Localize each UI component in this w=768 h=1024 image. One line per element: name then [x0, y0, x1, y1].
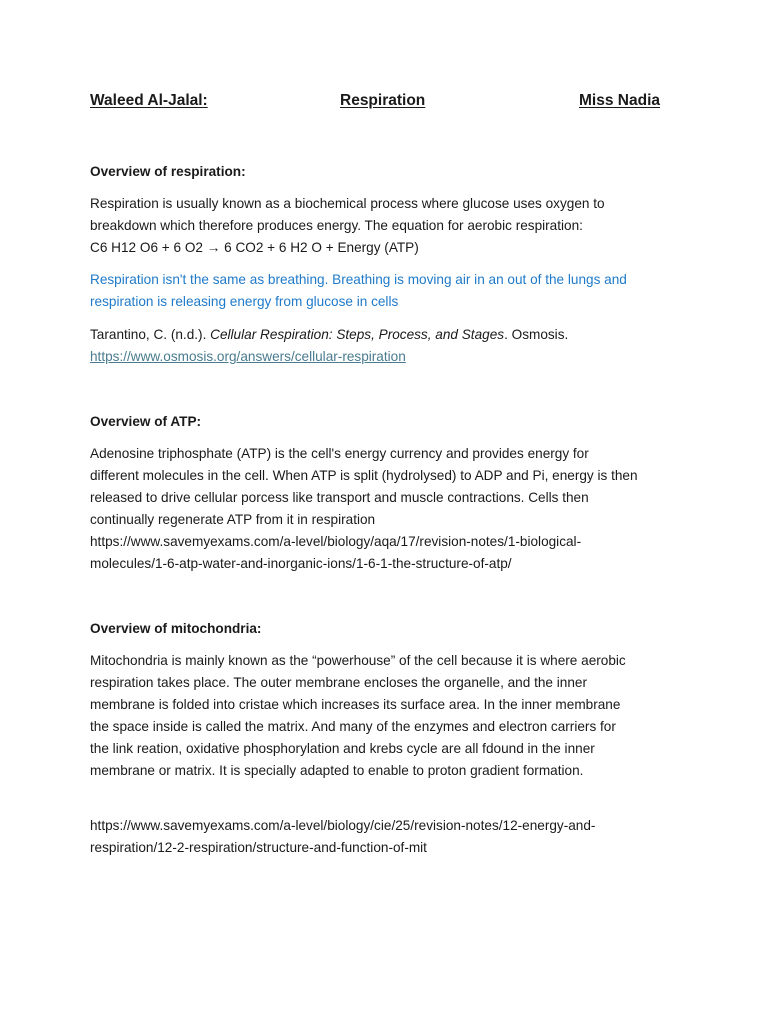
- reference-url-line: respiration/12-2-respiration/structure-and-function-of-mit: [90, 840, 427, 855]
- text-line: membrane or matrix. It is specially adapted to enable to proton gradient formation.: [90, 763, 584, 778]
- teacher-name: Miss Nadia: [579, 92, 660, 109]
- respiration-citation: [90, 324, 680, 368]
- text-line: continually regenerate ATP from it in respiration: [90, 512, 376, 527]
- citation-title: Cellular Respiration: Steps, Process, and Stages: [210, 327, 505, 342]
- reference-url-line: molecules/1-6-atp-water-and-inorganic-ions/1-6-1-the-structure-of-atp/: [90, 556, 512, 571]
- text-line: the link reation, oxidative phosphorylation and krebs cycle are all fdound in the inner: [90, 741, 595, 756]
- citation-suffix: . Osmosis.: [504, 327, 569, 342]
- osmosis-link[interactable]: https://www.osmosis.org/answers/cellular-respiration: [90, 349, 406, 364]
- reference-url-line: https://www.savemyexams.com/a-level/biology/cie/25/revision-notes/12-energy-and-: [90, 818, 596, 833]
- mitochondria-reference: [90, 815, 680, 859]
- text-line: respiration takes place. The outer membrane encloses the organelle, and the inner: [90, 675, 587, 690]
- respiration-heading: Overview of respiration:: [90, 164, 246, 179]
- respiration-paragraph: [90, 193, 680, 259]
- atp-heading: Overview of ATP:: [90, 414, 202, 429]
- breathing-note: [90, 269, 680, 313]
- atp-paragraph: [90, 443, 680, 575]
- mitochondria-paragraph: [90, 650, 680, 782]
- reference-url-line: https://www.savemyexams.com/a-level/biology/aqa/17/revision-notes/1-biological-: [90, 534, 582, 549]
- text-line: Respiration isn't the same as breathing. Breathing is moving air in an out of the lungs and: [90, 272, 627, 287]
- text-line: breakdown which therefore produces energy. The equation for aerobic respiration:: [90, 218, 583, 233]
- mitochondria-heading: Overview of mitochondria:: [90, 621, 262, 636]
- author-name: Waleed Al-Jalal:: [90, 92, 208, 109]
- text-line: different molecules in the cell. When ATP is split (hydrolysed) to ADP and Pi, energy is then: [90, 468, 638, 483]
- document-title: Respiration: [340, 92, 426, 109]
- text-line: Respiration is usually known as a biochemical process where glucose uses oxygen to: [90, 196, 605, 211]
- text-line: Adenosine triphosphate (ATP) is the cell's energy currency and provides energy for: [90, 446, 589, 461]
- text-line: membrane is folded into cristae which increases its surface area. In the inner membrane: [90, 697, 621, 712]
- text-line: released to drive cellular porcess like transport and muscle contractions. Cells then: [90, 490, 589, 505]
- text-line: the space inside is called the matrix. And many of the enzymes and electron carriers for: [90, 719, 616, 734]
- citation-line: [90, 324, 680, 346]
- text-line: Mitochondria is mainly known as the “powerhouse” of the cell because it is where aerobic: [90, 653, 626, 668]
- document-header: [90, 92, 660, 116]
- text-line: respiration is releasing energy from glucose in cells: [90, 294, 399, 309]
- citation-prefix: Tarantino, C. (n.d.).: [90, 327, 211, 342]
- equation-line: C6 H12 O6 + 6 O2 → 6 CO2 + 6 H2 O + Energy (ATP): [90, 240, 419, 255]
